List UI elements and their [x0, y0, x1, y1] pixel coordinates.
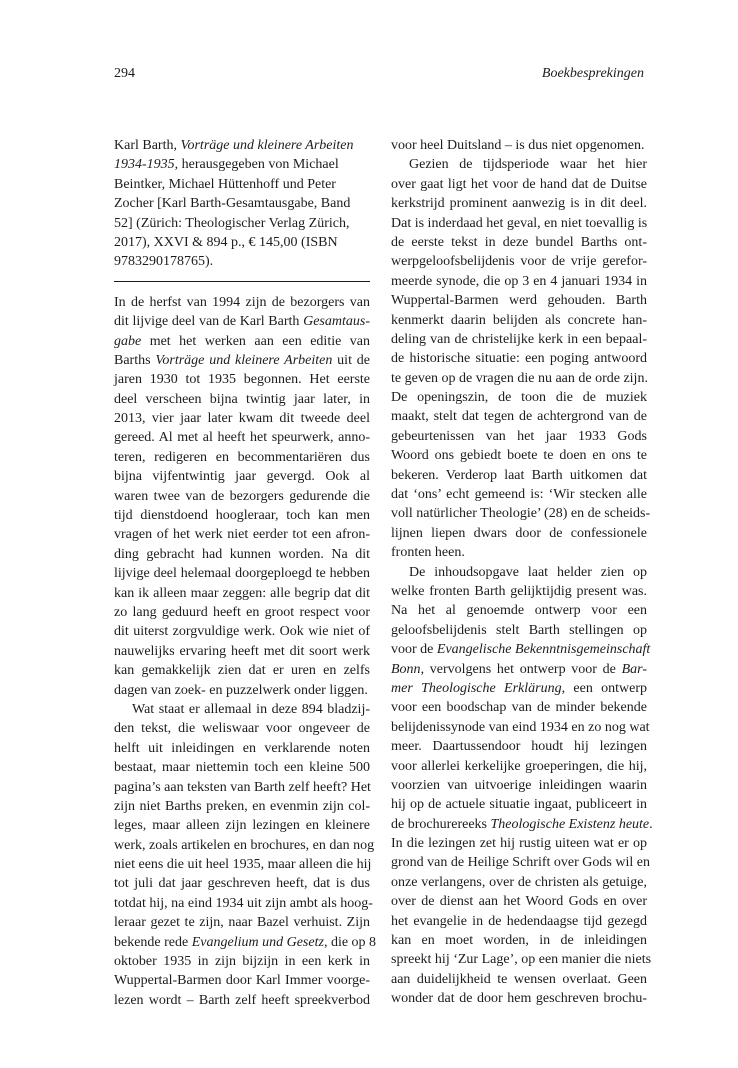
- text-span: oktober 1935 in zijn bijzijn in een kerk in: [114, 954, 370, 970]
- text-line: [391, 524, 647, 543]
- text-span: nauwelijks ervaring heeft met dit soort werk: [114, 643, 370, 659]
- section-divider: [114, 281, 370, 282]
- text-span: , herausgegeben von Michael: [174, 157, 339, 173]
- text-span: .: [649, 816, 653, 832]
- text-span: , vervolgens het ontwerp voor de: [420, 661, 622, 677]
- text-span: Na het al genoemde ontwerp voor een: [391, 603, 647, 619]
- text-span: kan gemakkelijk zien dat er uren en zelfs: [114, 663, 370, 679]
- text-line: [114, 622, 370, 641]
- text-line: [391, 311, 647, 330]
- text-span: 9783290178765).: [114, 254, 214, 270]
- text-line: [391, 291, 647, 310]
- text-line: [114, 194, 370, 213]
- text-span: 2017), XXVI & 894 p., € 145,00 (ISBN: [114, 234, 338, 250]
- text-line: [114, 816, 370, 835]
- text-span: spreekt hij ‘Zur Lage’, op een manier die niets: [391, 952, 652, 968]
- text-span: Wat staat er allemaal in deze 894 bladzij-: [132, 701, 370, 717]
- italic-span: Evangelische Bekenntnisgemeinschaft: [436, 642, 651, 658]
- text-span: 52] (Zürich: Theologischer Verlag Zürich,: [114, 215, 350, 231]
- text-line: [114, 564, 370, 583]
- italic-span: gabe: [114, 333, 142, 349]
- text-span: In de herfst van 1994 zijn de bezorgers van: [114, 294, 370, 310]
- text-span: deel verscheen bijna twintig jaar later, in: [114, 391, 370, 407]
- text-span: dit lijvige deel van de Karl Barth: [114, 314, 304, 330]
- text-line: [114, 214, 370, 233]
- text-span: , een ontwerp: [561, 680, 647, 696]
- text-line: [391, 621, 647, 640]
- text-line: [391, 698, 647, 717]
- text-line: [391, 466, 647, 485]
- text-span: Woord ons gebiedt boete te doen en ons te: [391, 448, 647, 464]
- italic-span: 1934-1935: [114, 157, 175, 173]
- text-line: [114, 758, 370, 777]
- text-line: [391, 543, 647, 562]
- text-line: [114, 913, 370, 932]
- text-line: [114, 233, 370, 252]
- text-span: waren twee van de bezorgers gedurende die: [114, 488, 370, 504]
- text-line: [114, 175, 370, 194]
- text-span: welke fronten Barth gelijktijdig present was.: [391, 583, 647, 599]
- text-line: [391, 155, 647, 174]
- text-line: [391, 970, 647, 989]
- text-line: [391, 194, 647, 213]
- text-span: Barths: [114, 352, 156, 368]
- text-span: lijvige deel helemaal doorgeploegd te hebben: [114, 566, 370, 582]
- text-line: [114, 719, 370, 738]
- text-line: [114, 855, 370, 874]
- text-span: met het werken aan een editie van: [141, 333, 370, 349]
- text-span: meer. Daartussendoor houdt hij lezingen: [391, 739, 647, 755]
- text-line: [391, 272, 647, 291]
- text-line: [114, 933, 377, 952]
- text-span: fronten heen.: [391, 545, 465, 561]
- page-number: 294: [114, 66, 135, 81]
- text-span: grond van de Heilige Schrift over Gods wil en: [391, 855, 650, 871]
- text-span: pagina’s aan teksten van Barth zelf heeft? Het: [114, 779, 371, 795]
- italic-span: Bonn: [391, 661, 421, 677]
- text-span: te geven op de vragen die nu aan de orde zijn.: [391, 370, 648, 386]
- text-span: zo lang geduurd heeft en groot respect voor: [114, 604, 370, 620]
- text-line: [391, 330, 647, 349]
- text-line: [391, 504, 651, 523]
- text-line: [114, 390, 370, 409]
- text-span: bestaat, maar niettemin toch een kleine 500: [114, 760, 370, 776]
- italic-span: Theologische Existenz heute: [490, 816, 650, 832]
- text-span: deling van de christelijke kerk in een bepaal-: [391, 331, 647, 347]
- text-span: dagen van zoek- en puzzelwerk onder liggen.: [114, 682, 368, 698]
- text-span: Wuppertal-Barmen door Karl Immer voorge-: [114, 973, 370, 989]
- text-line: [114, 506, 370, 525]
- text-span: bekeren. Verderop laat Barth uitkomen dat: [391, 467, 647, 483]
- text-span: maakt, stelt dat tegen de achtergrond van de: [391, 409, 647, 425]
- text-line: [114, 155, 370, 174]
- text-line: [391, 795, 647, 814]
- text-span: den tekst, die weliswaar voor ongeveer de: [114, 721, 370, 737]
- text-span: werpgeloofsbelijdenis voor de vrije gerefor-: [391, 254, 647, 270]
- text-line: [391, 853, 650, 872]
- text-line: [391, 873, 647, 892]
- text-line: [391, 931, 647, 950]
- text-line: [114, 409, 370, 428]
- text-line: [114, 603, 370, 622]
- text-line: [391, 640, 651, 659]
- text-line: [114, 525, 370, 544]
- text-line: [391, 252, 647, 271]
- text-span: kan ik alleen maar zeggen: alle begrip dat dit: [114, 585, 370, 601]
- text-line: [114, 739, 370, 758]
- text-line: [391, 369, 647, 388]
- text-span: Dat is inderdaad het geval, en niet toevallig is: [391, 215, 648, 231]
- text-line: [114, 136, 370, 155]
- text-span: De inhoudsopgave laat helder zien op: [409, 564, 647, 580]
- text-line: [391, 660, 647, 679]
- text-span: Beintker, Michael Hüttenhoff und Peter: [114, 176, 336, 192]
- italic-span: Evangelium und Gesetz: [191, 934, 324, 950]
- text-line: [114, 428, 370, 447]
- text-line: [391, 485, 647, 504]
- text-span: bekende rede: [114, 934, 192, 950]
- text-line: [114, 681, 370, 700]
- text-span: kenmerkt daarin belijden als concrete han-: [391, 312, 647, 328]
- text-span: Wuppertal-Barmen werd gehouden. Barth: [391, 293, 647, 309]
- text-span: de historische situatie: een poging antwoord: [391, 351, 647, 367]
- text-span: voor een boodschap van de minder bekende: [391, 700, 647, 716]
- left-column: [114, 136, 377, 1010]
- text-span: hij op de actuele situatie ingaat, publiceert in: [391, 797, 647, 813]
- text-span: kan en moet worden, in de inleidingen: [391, 933, 647, 949]
- text-span: De openingszin, de toon die de muziek: [391, 390, 647, 406]
- text-span: lijnen liepen dwars door de confessionele: [391, 525, 647, 541]
- text-line: [391, 757, 647, 776]
- text-line: [114, 836, 375, 855]
- text-line: [391, 834, 647, 853]
- text-span: voorzien van uitvoerige inleidingen waarin: [391, 777, 647, 793]
- text-span: wonder dat de door hem geschreven brochu-: [391, 991, 647, 1007]
- text-line: [114, 448, 370, 467]
- text-line: [114, 874, 370, 893]
- text-span: leges, maar alleen zijn lezingen en kleinere: [114, 818, 370, 834]
- text-span: lezen wordt – Barth zelf heeft spreekverbod: [114, 992, 370, 1008]
- text-line: [114, 642, 370, 661]
- text-span: over de dienst aan het Woord Gods en over: [391, 894, 647, 910]
- text-line: [391, 349, 647, 368]
- italic-span: mer Theologische Erklärung: [391, 680, 562, 696]
- text-line: [391, 175, 647, 194]
- text-span: aan duidelijkheid te wensen overlaat. Geen: [391, 971, 647, 987]
- text-line: [391, 427, 647, 446]
- text-line: [114, 351, 370, 370]
- text-span: over gaat ligt het voor de hand dat de Duitse: [391, 176, 647, 192]
- text-span: , die op 8: [323, 934, 377, 950]
- text-line: [391, 718, 650, 737]
- text-line: [114, 584, 370, 603]
- text-line: [391, 989, 647, 1008]
- italic-span: Gesamtaus-: [303, 314, 370, 330]
- text-span: het evangelie in de hedendaagse tijd gezegd: [391, 913, 647, 929]
- text-line: [391, 950, 652, 969]
- text-line: [391, 815, 653, 834]
- text-span: leraar gezet te zijn, naar Bazel verhuist. Zijn: [114, 915, 370, 931]
- text-line: [391, 214, 647, 233]
- text-span: zijn niet Barths preken, en evenmin zijn col-: [114, 798, 370, 814]
- text-span: voll natürlicher Theologie’ (28) en de scheids-: [391, 506, 651, 522]
- text-span: totdat hij, na eind 1934 uit zijn ambt als hoog-: [114, 895, 373, 911]
- text-span: gebeurtenissen van het jaar 1933 Gods: [391, 428, 647, 444]
- right-column: [391, 136, 653, 1009]
- text-line: [114, 370, 370, 389]
- text-line: [391, 233, 647, 252]
- text-line: [391, 388, 647, 407]
- text-span: 2013, vier jaar later kwam dit tweede deel: [114, 411, 370, 427]
- text-span: kerkstrijd prominent aanwezig is in dit deel.: [391, 196, 647, 212]
- text-line: [114, 252, 370, 271]
- text-span: belijdenissynode van eind 1934 en zo nog wat: [391, 719, 650, 735]
- text-span: meerde synode, die op 3 en 4 januari 1934 in: [391, 273, 647, 289]
- text-line: [114, 797, 370, 816]
- text-span: voor de: [391, 642, 437, 658]
- text-line: [114, 332, 370, 351]
- text-span: teren, redigeren en becommentariëren dus: [114, 449, 370, 465]
- text-line: [114, 661, 370, 680]
- text-line: [391, 892, 647, 911]
- text-span: tot juli dat jaar geschreven heeft, dat is dus: [114, 876, 370, 892]
- text-span: dit uiterst zorgvuldige werk. Ook wie niet of: [114, 624, 370, 640]
- text-line: [114, 971, 370, 990]
- text-span: niet eens die uit heel 1935, maar alleen die hij: [114, 857, 372, 873]
- text-line: [391, 136, 647, 155]
- italic-span: Vorträge und kleinere Arbeiten: [155, 352, 333, 368]
- text-span: geloofsbelijdenis stelt Barth stellingen op: [391, 622, 647, 638]
- text-span: de brochurereeks: [391, 816, 491, 832]
- text-span: jaren 1930 tot 1935 begonnen. Het eerste: [114, 372, 370, 388]
- text-line: [114, 952, 370, 971]
- text-span: Karl Barth,: [114, 138, 181, 153]
- text-line: [114, 467, 370, 486]
- text-line: [391, 582, 647, 601]
- italic-span: Bar-: [621, 661, 647, 677]
- text-line: [391, 407, 647, 426]
- text-span: helft uit inleidingen en verklarende noten: [114, 740, 370, 756]
- text-span: uit de: [332, 352, 370, 368]
- text-line: [391, 601, 647, 620]
- running-header: Boekbesprekingen: [541, 66, 644, 81]
- text-line: [114, 700, 370, 719]
- text-span: bijna vijfentwintig jaar gevergd. Ook al: [114, 469, 370, 485]
- text-span: tijd dienstdoend hoogleraar, toch kan men: [114, 508, 370, 524]
- text-line: [391, 912, 647, 931]
- text-span: werk, zoals artikelen en brochures, en dan nog: [114, 837, 375, 853]
- text-line: [391, 776, 647, 795]
- text-line: [114, 312, 370, 331]
- text-line: [114, 487, 370, 506]
- text-span: Zocher [Karl Barth-Gesamtausgabe, Band: [114, 196, 351, 212]
- text-span: onze verlangens, over de christen als getuige,: [391, 874, 647, 890]
- text-line: [391, 446, 647, 465]
- text-span: de eerste tekst in deze bundel Barths ont-: [391, 234, 647, 250]
- italic-span: Vorträge und kleinere Arbeiten: [180, 138, 354, 153]
- text-line: [114, 778, 370, 797]
- text-line: [114, 545, 370, 564]
- text-line: [114, 894, 373, 913]
- text-line: [114, 293, 370, 312]
- text-line: [391, 737, 647, 756]
- text-span: voor allerlei kerkelijke groeperingen, die hij,: [391, 758, 647, 774]
- text-span: ding gebracht had kunnen worden. Na dit: [114, 546, 370, 562]
- text-line: [391, 679, 647, 698]
- text-span: dat ‘ons’ echt gemeend is: ‘Wir stecken alle: [391, 487, 647, 503]
- text-span: In die lezingen zet hij rustig uiteen wat er op: [391, 836, 647, 852]
- text-line: [391, 563, 647, 582]
- text-span: voor heel Duitsland – is dus niet opgenomen.: [391, 138, 645, 153]
- text-line: [114, 991, 370, 1010]
- text-span: Gezien de tijdsperiode waar het hier: [409, 157, 647, 173]
- text-span: gereed. Al met al heeft het speurwerk, anno-: [114, 430, 370, 446]
- text-span: vragen of het werk niet eerder tot een afron-: [114, 527, 370, 543]
